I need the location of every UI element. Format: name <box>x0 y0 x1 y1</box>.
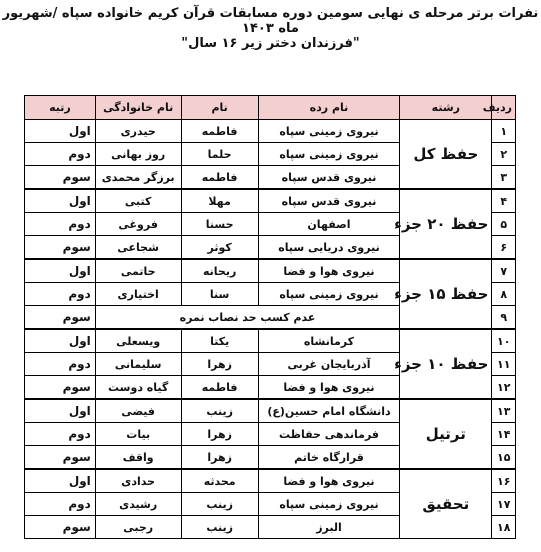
rank-cell: اول <box>25 189 96 213</box>
results-table <box>24 95 516 539</box>
family-name-cell: روز بهانی <box>95 143 181 166</box>
row-index-cell: ۱ <box>492 120 516 143</box>
field-cell: حفظ کل <box>400 120 492 190</box>
org-cell: نیروی زمینی سپاه <box>258 283 400 306</box>
rank-cell: اول <box>25 120 96 143</box>
family-name-cell: ویسعلی <box>95 329 181 353</box>
first-name-cell: زینب <box>181 516 258 539</box>
first-name-cell: زهرا <box>181 423 258 446</box>
first-name-cell: فاطمه <box>181 376 258 400</box>
row-index-cell: ۷ <box>492 259 516 283</box>
family-name-cell: حیدری <box>95 120 181 143</box>
row-index-cell: ۳ <box>492 166 516 190</box>
row-index-cell: ۶ <box>492 236 516 260</box>
family-name-cell: بیات <box>95 423 181 446</box>
first-name-cell: زینب <box>181 493 258 516</box>
rank-cell: دوم <box>25 423 96 446</box>
rank-cell: دوم <box>25 283 96 306</box>
merged-note-cell: عدم کسب حد نصاب نمره <box>95 306 399 330</box>
rank-cell: اول <box>25 259 96 283</box>
row-index-cell: ۱۲ <box>492 376 516 400</box>
first-name-cell: فاطمه <box>181 166 258 190</box>
header-family: نام خانوادگی <box>95 96 181 120</box>
org-cell: اصفهان <box>258 213 400 236</box>
first-name-cell: سنا <box>181 283 258 306</box>
family-name-cell: فروغی <box>95 213 181 236</box>
row-index-cell: ۱۸ <box>492 516 516 539</box>
rank-cell: سوم <box>25 516 96 539</box>
rank-cell: دوم <box>25 493 96 516</box>
table-body <box>25 120 516 539</box>
table-row <box>25 399 516 423</box>
first-name-cell: فاطمه <box>181 120 258 143</box>
row-index-cell: ۱۱ <box>492 353 516 376</box>
org-cell: نیروی زمینی سپاه <box>258 120 400 143</box>
org-cell: نیروی قدس سپاه <box>258 189 400 213</box>
row-index-cell: ۸ <box>492 283 516 306</box>
table-row <box>25 189 516 213</box>
first-name-cell: حسنا <box>181 213 258 236</box>
row-index-cell: ۱۳ <box>492 399 516 423</box>
row-index-cell: ۹ <box>492 306 516 330</box>
org-cell: نیروی هوا و فضا <box>258 469 400 493</box>
first-name-cell: زینب <box>181 399 258 423</box>
family-name-cell: گیاه دوست <box>95 376 181 400</box>
rank-cell: دوم <box>25 353 96 376</box>
table-header-row <box>25 96 516 120</box>
field-cell: حفظ ۲۰ جزء <box>400 189 492 259</box>
first-name-cell: زهرا <box>181 446 258 470</box>
row-index-cell: ۱۶ <box>492 469 516 493</box>
row-index-cell: ۱۴ <box>492 423 516 446</box>
row-index-cell: ۲ <box>492 143 516 166</box>
row-index-cell: ۱۰ <box>492 329 516 353</box>
field-cell: ترتیل <box>400 399 492 469</box>
rank-cell: سوم <box>25 306 96 330</box>
table-row <box>25 120 516 143</box>
rank-cell: اول <box>25 469 96 493</box>
org-cell: نیروی قدس سپاه <box>258 166 400 190</box>
org-cell: دانشگاه امام حسین(ع) <box>258 399 400 423</box>
document-subtitle: "فرزندان دختر زیر ۱۶ سال" <box>181 36 360 51</box>
first-name-cell: حلما <box>181 143 258 166</box>
family-name-cell: کتبی <box>95 189 181 213</box>
header-org: نام رده <box>258 96 400 120</box>
header-rank: رتبه <box>25 96 96 120</box>
row-index-cell: ۱۵ <box>492 446 516 470</box>
header-field: رشته <box>400 96 492 120</box>
rank-cell: دوم <box>25 143 96 166</box>
first-name-cell: ریحانه <box>181 259 258 283</box>
first-name-cell: یکتا <box>181 329 258 353</box>
family-name-cell: اختیاری <box>95 283 181 306</box>
org-cell: نیروی هوا و فضا <box>258 259 400 283</box>
field-cell: حفظ ۱۵ جزء <box>400 259 492 329</box>
family-name-cell: واقف <box>95 446 181 470</box>
org-cell: نیروی هوا و فضا <box>258 376 400 400</box>
row-index-cell: ۵ <box>492 213 516 236</box>
first-name-cell: مهلا <box>181 189 258 213</box>
header-name: نام <box>181 96 258 120</box>
rank-cell: سوم <box>25 376 96 400</box>
org-cell: کرمانشاه <box>258 329 400 353</box>
org-cell: نیروی دریایی سپاه <box>258 236 400 260</box>
row-index-cell: ۴ <box>492 189 516 213</box>
rank-cell: اول <box>25 399 96 423</box>
family-name-cell: حاتمی <box>95 259 181 283</box>
first-name-cell: زهرا <box>181 353 258 376</box>
first-name-cell: محدثه <box>181 469 258 493</box>
family-name-cell: حدادی <box>95 469 181 493</box>
org-cell: نیروی زمینی سپاه <box>258 493 400 516</box>
org-cell: آذربایجان غربی <box>258 353 400 376</box>
rank-cell: دوم <box>25 213 96 236</box>
rank-cell: سوم <box>25 446 96 470</box>
family-name-cell: رجبی <box>95 516 181 539</box>
org-cell: البرز <box>258 516 400 539</box>
rank-cell: اول <box>25 329 96 353</box>
family-name-cell: فیضی <box>95 399 181 423</box>
family-name-cell: برزگر محمدی <box>95 166 181 190</box>
family-name-cell: شجاعی <box>95 236 181 260</box>
row-index-cell: ۱۷ <box>492 493 516 516</box>
org-cell: فرماندهی حفاظت <box>258 423 400 446</box>
org-cell: نیروی زمینی سپاه <box>258 143 400 166</box>
table-row <box>25 259 516 283</box>
rank-cell: سوم <box>25 166 96 190</box>
first-name-cell: کوثر <box>181 236 258 260</box>
family-name-cell: سلیمانی <box>95 353 181 376</box>
family-name-cell: رشیدی <box>95 493 181 516</box>
table-row <box>25 469 516 493</box>
rank-cell: سوم <box>25 236 96 260</box>
field-cell: حفظ ۱۰ جزء <box>400 329 492 399</box>
table-row <box>25 329 516 353</box>
org-cell: قرارگاه خاتم <box>258 446 400 470</box>
document-title: نفرات برتر مرحله ی نهایی سومین دوره مسابقات قرآن کریم خانواده سپاه /شهریور ماه ۱۴۰۳ <box>2 6 539 36</box>
field-cell: تحقیق <box>400 469 492 539</box>
header-idx: ردیف <box>492 96 516 120</box>
